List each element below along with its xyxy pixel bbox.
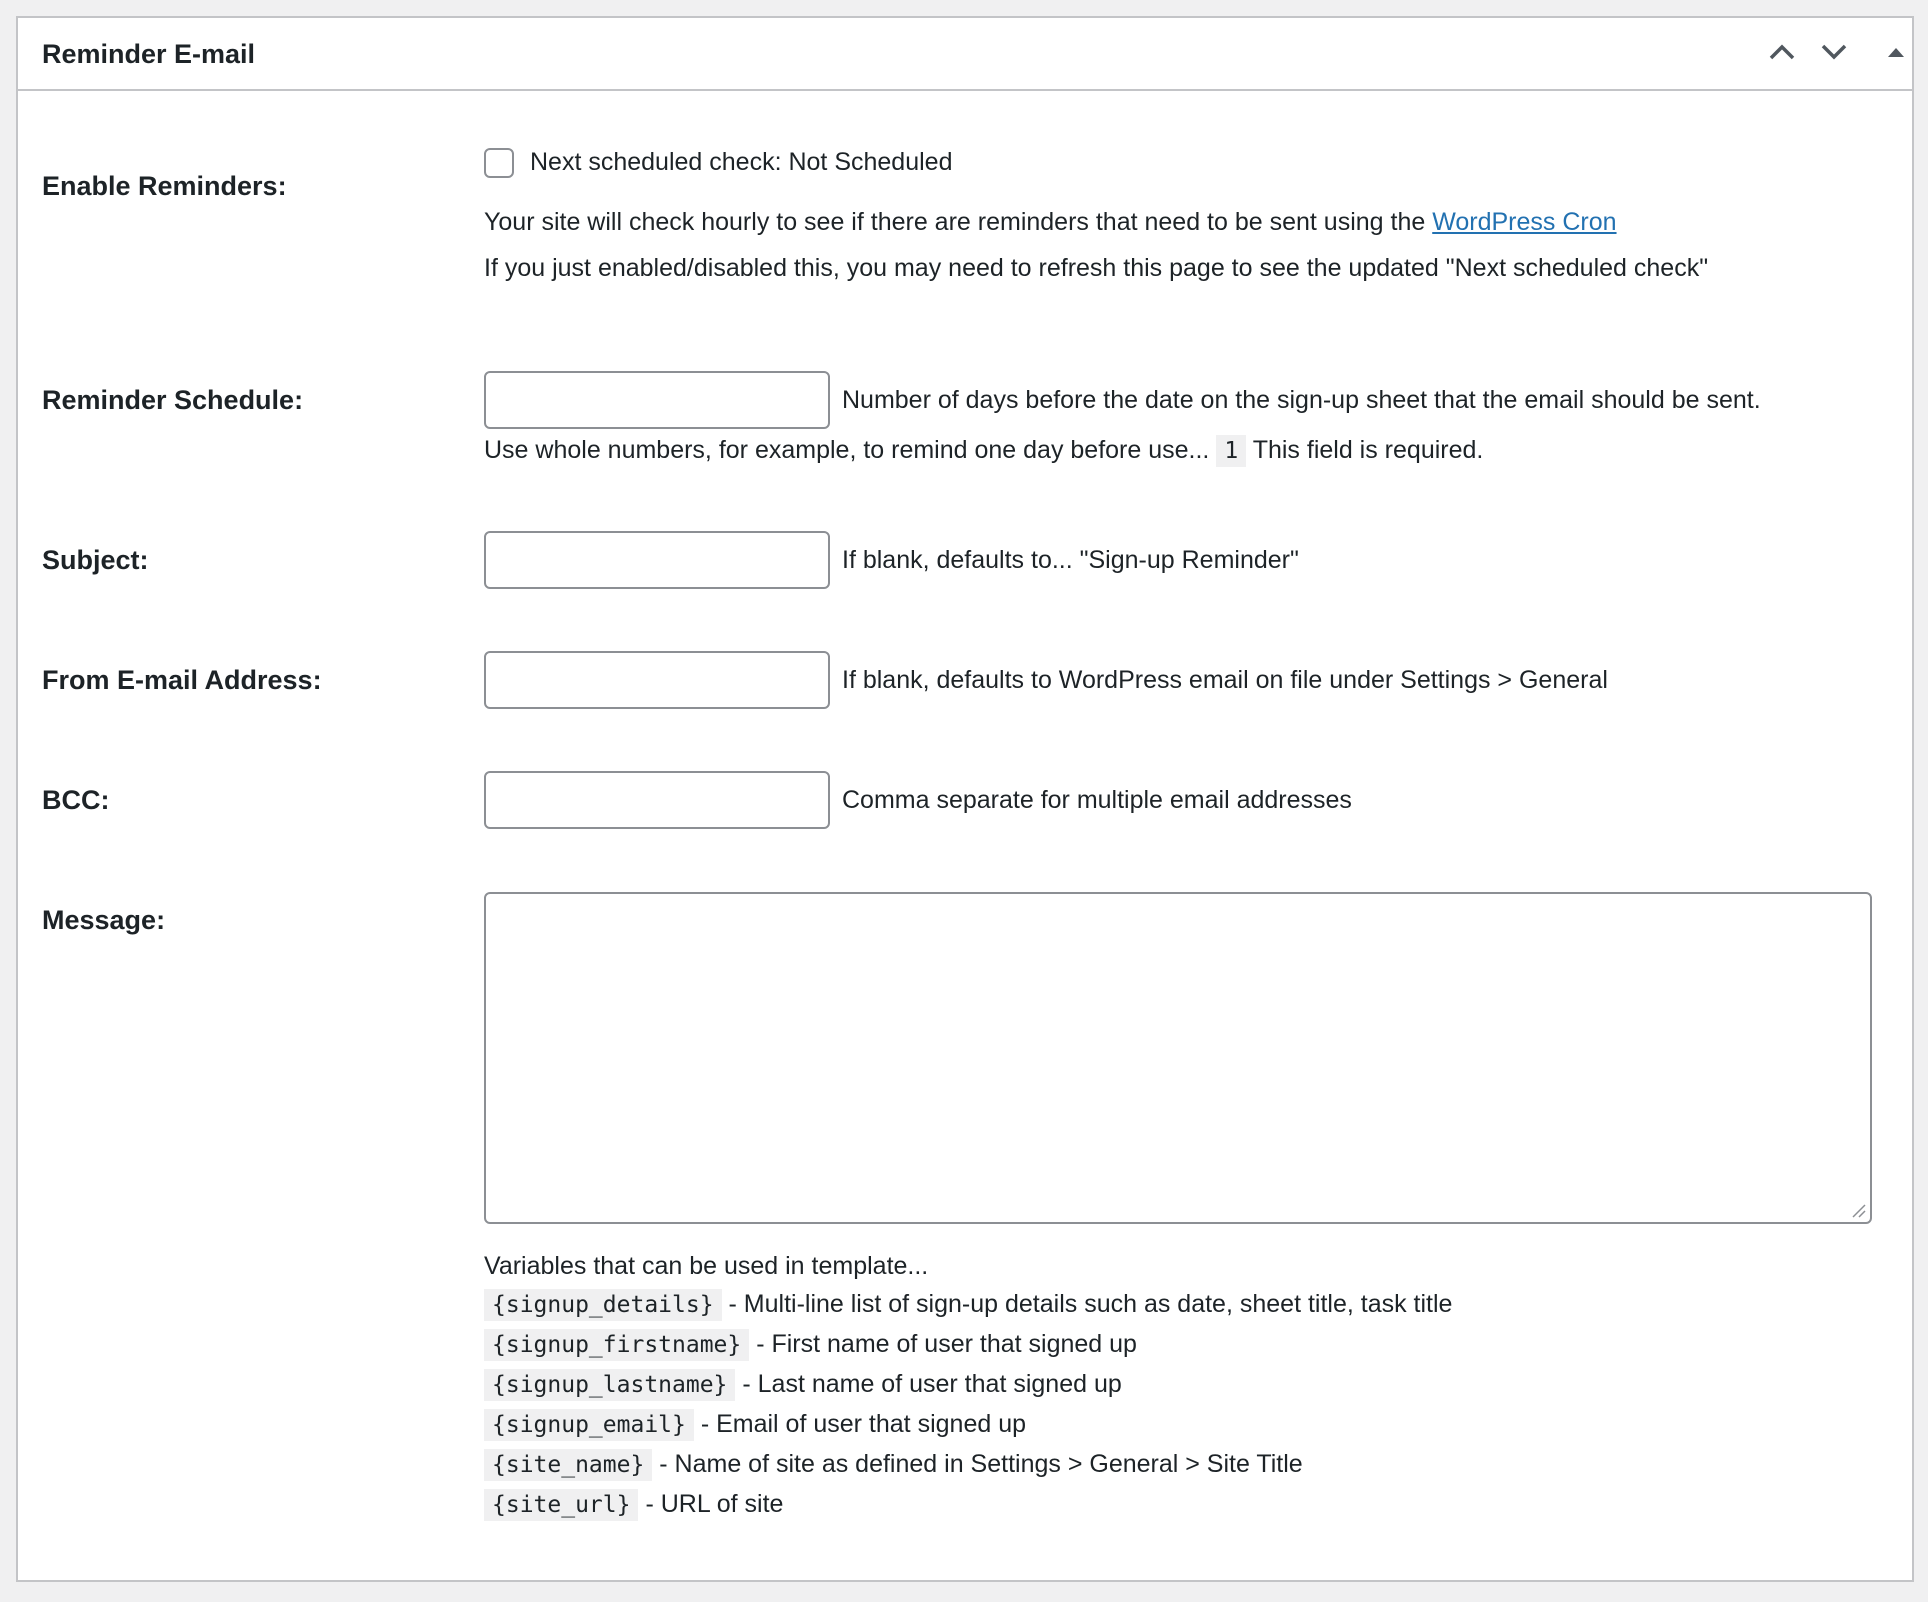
variable-code: {signup_lastname} [484,1369,735,1401]
bcc-label: BCC: [42,785,110,815]
enable-reminders-checkbox[interactable] [484,148,514,178]
panel-title: Reminder E-mail [42,39,256,69]
toggle-panel-button[interactable] [1876,32,1916,72]
resize-handle-icon[interactable] [1850,1202,1866,1218]
variable-desc: - Multi-line list of sign-up details such as date, sheet title, task title [728,1290,1453,1318]
reminder-schedule-help-text: Use whole numbers, for example, to remind one day before use... [484,436,1210,464]
chevron-down-icon [1819,42,1849,62]
variable-desc: - Email of user that signed up [700,1410,1026,1438]
variable-item [484,1366,1122,1403]
variable-desc: - URL of site [645,1490,784,1518]
variable-item [484,1326,1137,1363]
variable-code: {site_name} [484,1449,652,1481]
chevron-up-icon [1767,42,1797,62]
subject-input[interactable] [484,531,830,589]
move-up-button[interactable] [1762,32,1802,72]
reminder-schedule-hint: Number of days before the date on the sign-up sheet that the email should be sent. [842,386,1761,414]
cron-description [484,206,1617,238]
from-email-input[interactable] [484,651,830,709]
required-note: This field is required. [1252,436,1484,464]
bcc-input[interactable] [484,771,830,829]
variable-code: {signup_details} [484,1289,722,1321]
variable-item [484,1446,1303,1483]
variable-code: {signup_firstname} [484,1329,749,1361]
subject-label: Subject: [42,545,149,575]
example-value-code: 1 [1216,435,1246,467]
panel-header [18,18,1912,91]
cron-description-text: Your site will check hourly to see if there are reminders that need to be sent using the [484,208,1433,236]
variables-intro: Variables that can be used in template... [484,1252,929,1280]
refresh-note: If you just enabled/disabled this, you may need to refresh this page to see the updated "Next scheduled check" [484,254,1709,282]
variable-desc: - First name of user that signed up [756,1330,1137,1358]
variable-item [484,1286,1452,1323]
from-email-label: From E-mail Address: [42,665,322,695]
variable-desc: - Last name of user that signed up [742,1370,1122,1398]
reminder-schedule-label: Reminder Schedule: [42,385,304,415]
subject-hint: If blank, defaults to... "Sign-up Reminder" [842,546,1299,574]
variable-desc: - Name of site as defined in Settings > General > Site Title [659,1450,1303,1478]
next-scheduled-check-text: Next scheduled check: Not Scheduled [530,148,953,176]
reminder-schedule-help [484,434,1483,467]
message-label: Message: [42,905,166,935]
bcc-hint: Comma separate for multiple email addresses [842,786,1352,814]
variable-item [484,1406,1026,1443]
triangle-up-icon [1886,45,1906,59]
wordpress-cron-link[interactable]: WordPress Cron [1432,208,1617,236]
move-down-button[interactable] [1814,32,1854,72]
reminder-schedule-input[interactable] [484,371,830,429]
variable-item [484,1486,783,1523]
from-email-hint: If blank, defaults to WordPress email on file under Settings > General [842,666,1608,694]
enable-reminders-label: Enable Reminders: [42,171,287,201]
variable-code: {site_url} [484,1489,638,1521]
reminder-email-panel [16,16,1914,1582]
message-textarea[interactable] [484,892,1872,1224]
variable-code: {signup_email} [484,1409,694,1441]
